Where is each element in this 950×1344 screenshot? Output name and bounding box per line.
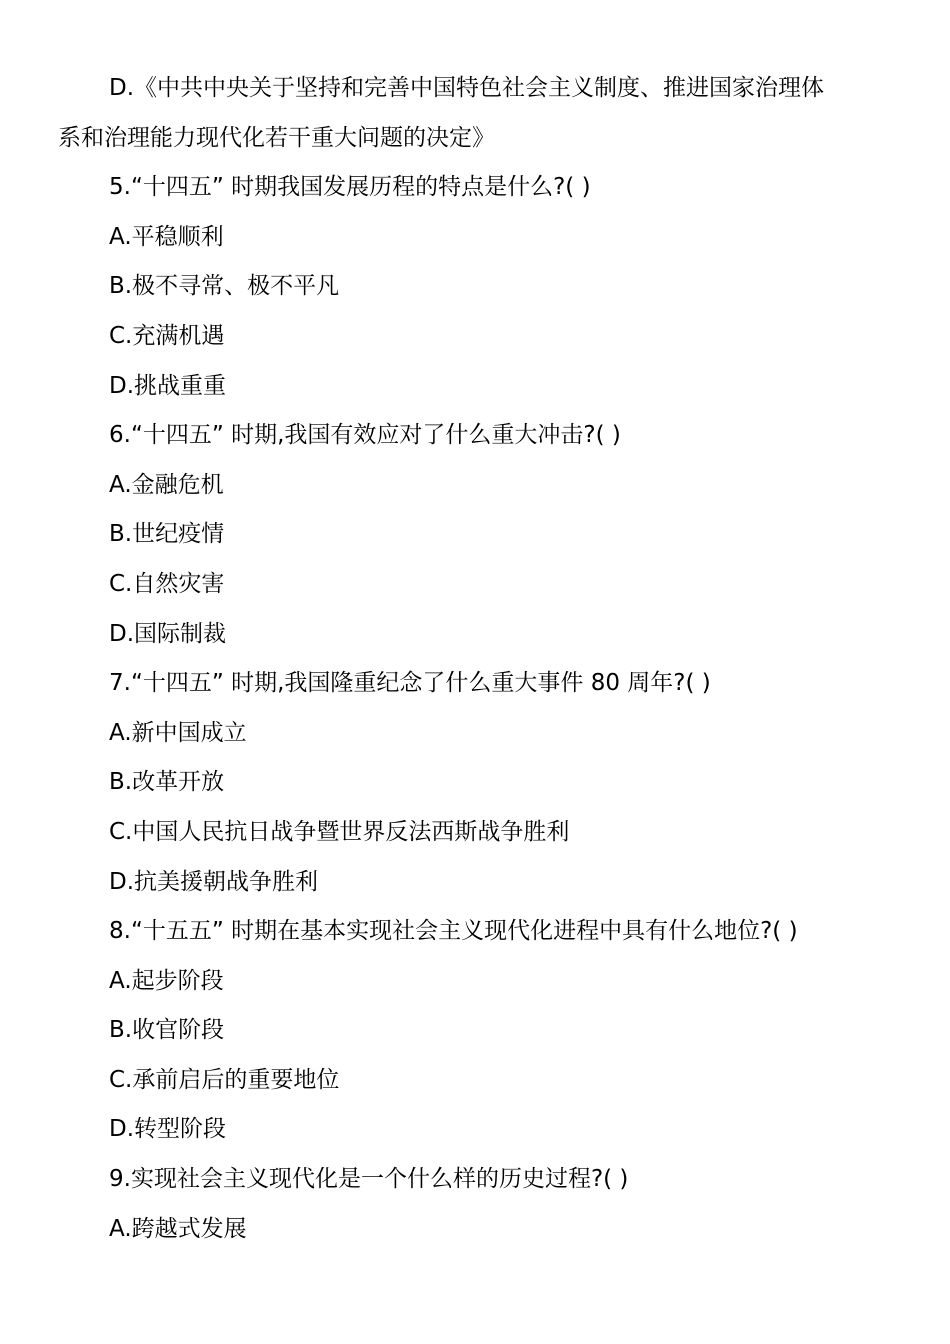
question-5: 5.“十四五” 时期我国发展历程的特点是什么?( ) (109, 174, 591, 201)
question-7: 7.“十四五” 时期,我国隆重纪念了什么重大事件 80 周年?( ) (109, 670, 711, 697)
question-6: 6.“十四五” 时期,我国有效应对了什么重大冲击?( ) (109, 422, 621, 449)
q6-option-c: C.自然灾害 (109, 570, 225, 597)
q8-option-c: C.承前启后的重要地位 (109, 1066, 340, 1093)
q8-option-b: B.收官阶段 (109, 1017, 225, 1044)
q5-option-a: A.平稳顺利 (109, 223, 224, 250)
q6-option-d: D.国际制裁 (109, 620, 227, 647)
q7-option-a: A.新中国成立 (109, 719, 247, 746)
q8-option-a: A.起步阶段 (109, 967, 224, 994)
q5-option-b: B.极不寻常、极不平凡 (109, 273, 340, 300)
question-9: 9.实现社会主义现代化是一个什么样的历史过程?( ) (109, 1166, 629, 1193)
q7-option-b: B.改革开放 (109, 769, 225, 796)
q8-option-d: D.转型阶段 (109, 1116, 227, 1143)
q6-option-b: B.世纪疫情 (109, 521, 225, 548)
q6-option-a: A.金融危机 (109, 471, 224, 498)
q7-option-c: C.中国人民抗日战争暨世界反法西斯战争胜利 (109, 818, 570, 845)
q4-option-d-line1: D.《中共中央关于坚持和完善中国特色社会主义制度、推进国家治理体 (109, 75, 825, 101)
q4-option-d-line2: 系和治理能力现代化若干重大问题的决定》 (58, 124, 495, 151)
q9-option-a: A.跨越式发展 (109, 1215, 247, 1242)
q5-option-c: C.充满机遇 (109, 322, 225, 349)
question-8: 8.“十五五” 时期在基本实现社会主义现代化进程中具有什么地位?( ) (109, 918, 798, 945)
q7-option-d: D.抗美援朝战争胜利 (109, 868, 319, 895)
q5-option-d: D.挑战重重 (109, 372, 227, 399)
document-page (0, 64, 950, 1254)
